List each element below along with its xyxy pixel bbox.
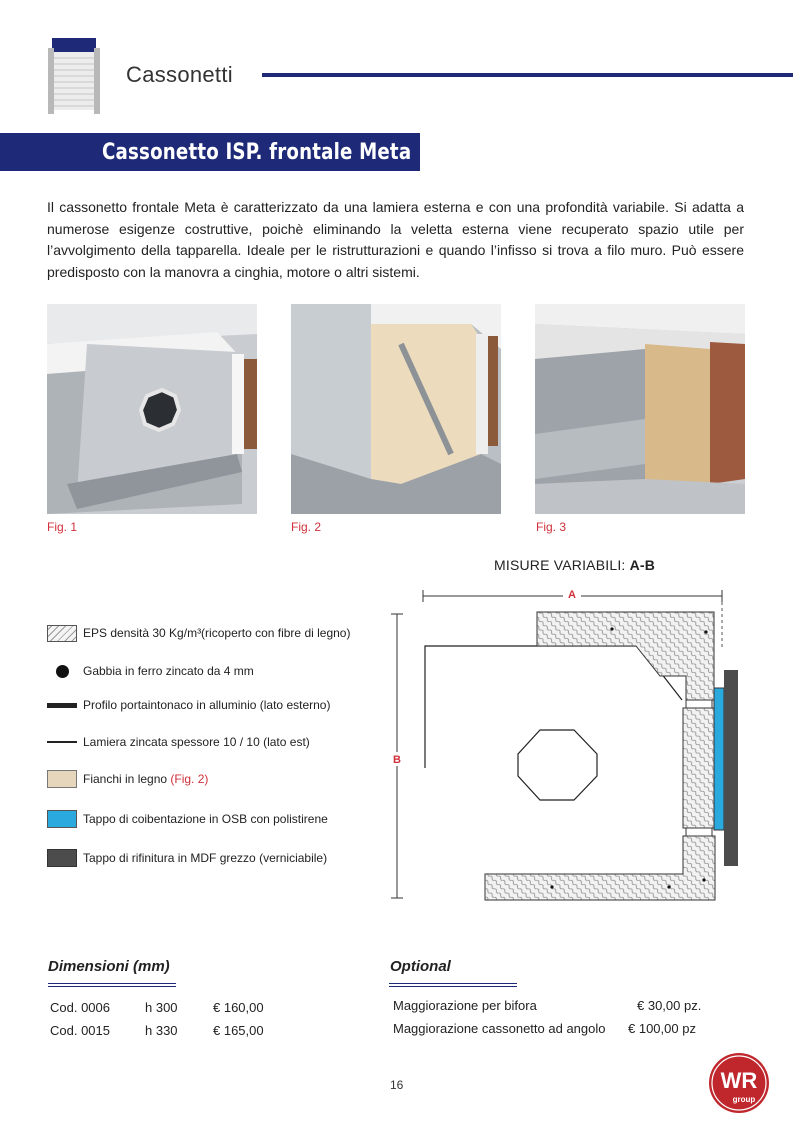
figure-reference: (Fig. 2) (170, 772, 209, 786)
category-title: Cassonetti (126, 62, 233, 87)
blue-swatch-icon (47, 810, 77, 828)
legend-item (47, 661, 254, 681)
thick-bar-icon (47, 703, 77, 708)
legend-item (47, 848, 327, 868)
category-rule (262, 73, 793, 77)
figure-3-caption: Fig. 3 (536, 520, 567, 534)
dimension-price: € 160,00 (213, 1000, 264, 1015)
dimensions-rule (48, 983, 176, 987)
legend-label: Tappo di coibentazione in OSB con polistirene (83, 812, 328, 826)
legend-label: Gabbia in ferro zincato da 4 mm (83, 664, 254, 678)
dimension-height: h 300 (145, 1000, 178, 1015)
logo-text: WR (720, 1068, 758, 1093)
legend-item (47, 623, 350, 643)
product-description: Il cassonetto frontale Meta è caratterizzato da una lamiera esterna e con una profondità variabile. Si adatta a numerose esigenze costruttive, poichè eliminando la veletta esterna viene recuperato spazio utile per l’avvolgimento della tapparella. Ideale per le ristrutturazioni e quando l’infisso si trova a filo muro. Può essere predisposto con la manovra a cinghia, motore o altri sistemi. (47, 199, 744, 280)
dimension-code: Cod. 0015 (50, 1023, 110, 1038)
dimension-a-label: A (568, 589, 576, 601)
optional-price: € 100,00 pz (628, 1021, 696, 1036)
shutter-box-icon (48, 36, 100, 116)
wood-swatch-icon (47, 770, 77, 788)
page-number: 16 (390, 1078, 404, 1092)
legend-item (47, 732, 310, 752)
dark-swatch-icon (47, 849, 77, 867)
optional-label: Maggiorazione cassonetto ad angolo (393, 1021, 606, 1036)
dimension-price: € 165,00 (213, 1023, 264, 1038)
figure-1-caption: Fig. 1 (47, 520, 78, 534)
legend-label: Profilo portaintonaco in alluminio (lato esterno) (83, 698, 331, 712)
eps-hatch-swatch-icon (47, 625, 77, 642)
legend-item (47, 769, 208, 789)
figure-2-caption: Fig. 2 (291, 520, 322, 534)
diagram-title-prefix: MISURE VARIABILI: (494, 557, 630, 573)
optional-label: Maggiorazione per bifora (393, 998, 537, 1013)
thin-line-icon (47, 741, 77, 743)
diagram-title (494, 557, 655, 573)
dimension-code: Cod. 0006 (50, 1000, 110, 1015)
diagram-title-bold: A-B (629, 557, 656, 573)
roller-octagon (518, 730, 597, 800)
figure-1-image (47, 304, 257, 514)
wr-group-logo (706, 1052, 772, 1114)
legend-label: EPS densità 30 Kg/m³(ricoperto con fibre di legno) (83, 626, 351, 640)
product-title: Cassonetto ISP. frontale Meta (102, 140, 412, 165)
dimension-b-label: B (393, 754, 401, 766)
cross-section-diagram (386, 582, 746, 912)
legend-item (47, 695, 330, 715)
legend-item (47, 809, 328, 829)
legend-label: Fianchi in legno (Fig. 2) (83, 772, 209, 786)
figure-3-image (535, 304, 745, 514)
optional-price: € 30,00 pz. (637, 998, 702, 1013)
optional-rule (389, 983, 517, 987)
figure-2-image (291, 304, 501, 514)
black-dot-icon (56, 665, 69, 678)
dimensions-title: Dimensioni (mm) (48, 958, 170, 975)
dimension-height: h 330 (145, 1023, 178, 1038)
legend-label: Lamiera zincata spessore 10 / 10 (lato est) (83, 735, 310, 749)
legend-label: Tappo di rifinitura in MDF grezzo (verniciabile) (83, 851, 328, 865)
logo-subtext: group (732, 1095, 756, 1104)
optional-title: Optional (390, 958, 451, 975)
